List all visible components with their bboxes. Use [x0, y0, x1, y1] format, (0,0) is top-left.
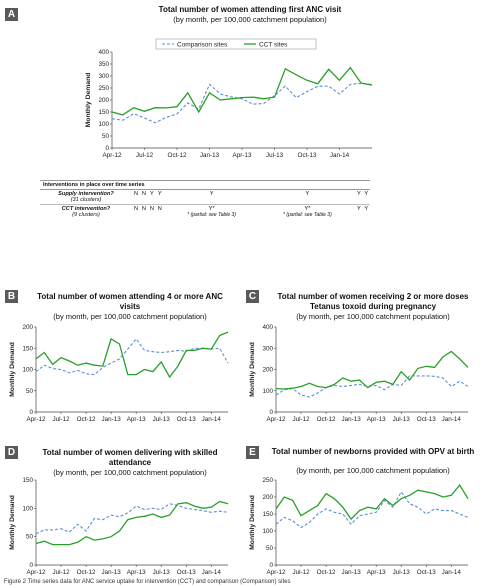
- y-tick-label: 100: [262, 528, 273, 535]
- chart-d-subtitle: (by month, per 100,000 catchment population): [53, 468, 207, 477]
- x-tick-label: Jan-14: [441, 569, 461, 576]
- x-tick-label: Jul-13: [265, 152, 284, 159]
- x-tick-label: Apr-12: [26, 416, 46, 423]
- x-tick-label: Apr-12: [266, 416, 286, 423]
- cct-series-line: [36, 332, 228, 377]
- figure-caption: Figure 2 Time series data for ANC service uptake for intervention (CCT) and comparison (Comparison) sites: [4, 579, 291, 585]
- x-tick-label: Jul-12: [292, 416, 310, 423]
- supply-sub: (31 clusters): [70, 197, 102, 203]
- x-tick-label: Oct-12: [76, 416, 96, 423]
- x-tick-label: Jan-14: [201, 569, 221, 576]
- cct-value: Y*: [304, 206, 311, 212]
- x-tick-label: Jul-12: [292, 569, 310, 576]
- x-tick-label: Oct-13: [176, 569, 196, 576]
- y-tick-label: 300: [262, 345, 273, 353]
- x-tick-label: Jul-13: [392, 569, 410, 576]
- y-tick-label: 100: [98, 121, 109, 128]
- chart-c-title: Total number of women receiving 2 or more doses Tetanus toxoid during pregnancy: [277, 292, 469, 311]
- chart-a-title: Total number of women attending first ANC visit: [158, 5, 342, 14]
- chart-e-title: Total number of newborns provided with OPV at birth: [271, 447, 475, 456]
- chart-d: [0, 475, 240, 579]
- x-tick-label: Apr-13: [126, 416, 146, 423]
- comparison-series-line: [36, 339, 228, 375]
- x-tick-label: Jul-13: [152, 569, 170, 576]
- x-tick-label: Jul-12: [52, 569, 70, 576]
- x-tick-label: Oct-13: [416, 569, 436, 576]
- supply-label: Supply intervention?: [58, 191, 114, 197]
- supply-cell: Y: [363, 190, 370, 205]
- x-tick-label: Jul-12: [52, 416, 70, 423]
- chart-b-subtitle: (by month, per 100,000 catchment population): [53, 312, 207, 321]
- y-tick-label: 400: [98, 49, 109, 56]
- chart-d-title: Total number of women delivering with skilled attendance: [42, 448, 218, 467]
- y-tick-label: 50: [25, 387, 33, 395]
- y-tick-label: 50: [265, 545, 273, 552]
- cct-cell: N: [133, 206, 138, 212]
- supply-cell: Y: [164, 190, 260, 205]
- cct-cell: N: [157, 206, 162, 212]
- panel-c-letter: C: [246, 290, 259, 303]
- y-axis-title: Monthly Demand: [9, 342, 16, 397]
- x-tick-label: Oct-13: [176, 416, 196, 423]
- cct-cell: N: [149, 206, 154, 212]
- cct-cell: Y: [357, 206, 361, 212]
- chart-b: [0, 320, 240, 436]
- x-tick-label: Jan-14: [201, 416, 221, 423]
- chart-e-subtitle: (by month, per 100,000 catchment population): [296, 466, 450, 475]
- supply-cell: Y: [148, 190, 156, 205]
- legend-cct-label: CCT sites: [259, 41, 288, 49]
- x-tick-label: Jul-13: [392, 416, 410, 423]
- y-tick-label: 100: [22, 366, 33, 374]
- y-tick-label: 0: [105, 145, 109, 152]
- supply-cell: Y: [355, 190, 362, 205]
- panel-a-letter: A: [5, 8, 18, 21]
- cct-series-line: [36, 502, 228, 545]
- chart-a-subtitle: (by month, per 100,000 catchment population): [173, 15, 327, 24]
- comparison-series-line: [112, 83, 372, 123]
- y-tick-label: 50: [25, 533, 33, 541]
- x-tick-label: Apr-12: [102, 152, 122, 159]
- x-tick-label: Apr-12: [266, 569, 286, 576]
- x-tick-label: Oct-13: [416, 416, 436, 423]
- cct-cell: Y: [364, 206, 369, 212]
- y-tick-label: 0: [269, 409, 273, 416]
- x-tick-label: Oct-12: [76, 569, 96, 576]
- y-tick-label: 0: [29, 409, 33, 416]
- x-tick-label: Oct-12: [316, 569, 336, 576]
- chart-c-subtitle: (by month, per 100,000 catchment population): [296, 312, 450, 321]
- y-tick-label: 200: [262, 366, 273, 374]
- supply-cell: N: [140, 190, 148, 205]
- y-axis-title: Monthly Demand: [85, 72, 92, 128]
- y-tick-label: 350: [98, 61, 109, 68]
- supply-row-label: [40, 190, 132, 205]
- cct-note: * (partial: see Table 3): [187, 212, 236, 218]
- cct-series-line: [276, 351, 468, 389]
- comparison-series-line: [276, 376, 468, 397]
- x-tick-label: Jan-13: [199, 152, 220, 159]
- y-tick-label: 200: [262, 494, 273, 501]
- x-tick-label: Jan-14: [329, 152, 350, 159]
- x-tick-label: Jan-13: [101, 569, 121, 576]
- comparison-series-line: [276, 492, 468, 528]
- x-tick-label: Jul-13: [152, 416, 170, 423]
- panel-e-letter: E: [246, 446, 259, 459]
- supply-cell: N: [132, 190, 140, 205]
- x-tick-label: Apr-12: [26, 569, 46, 576]
- y-tick-label: 250: [262, 477, 273, 484]
- y-tick-label: 0: [269, 562, 273, 569]
- cct-series-line: [112, 68, 372, 115]
- x-tick-label: Jan-14: [441, 416, 461, 423]
- interventions-table: [40, 180, 370, 219]
- supply-cell: Y: [156, 190, 164, 205]
- y-tick-label: 150: [262, 511, 273, 518]
- cct-cell: [260, 205, 356, 220]
- x-tick-label: Jan-13: [341, 416, 361, 423]
- y-tick-label: 150: [22, 477, 33, 484]
- y-axis-title: Monthly Demand: [249, 495, 256, 550]
- y-axis-title: Monthly Demand: [9, 495, 16, 550]
- chart-b-title: Total number of women attending 4 or more ANC visits: [37, 292, 223, 311]
- cct-label: CCT intervention?: [61, 206, 111, 212]
- chart-c: [240, 320, 480, 436]
- y-tick-label: 0: [29, 562, 33, 569]
- cct-value: Y*: [208, 206, 215, 212]
- x-tick-label: Oct-12: [316, 416, 336, 423]
- chart-a: [0, 25, 480, 185]
- legend-comparison-label: Comparison sites: [177, 41, 228, 49]
- cct-sub: (9 clusters): [72, 212, 100, 218]
- x-tick-label: Oct-12: [167, 152, 187, 159]
- y-tick-label: 100: [22, 505, 33, 513]
- x-tick-label: Oct-13: [297, 152, 317, 159]
- x-tick-label: Apr-13: [366, 569, 386, 576]
- cct-row-label: [40, 205, 132, 220]
- y-tick-label: 100: [262, 387, 273, 395]
- cct-series-line: [276, 485, 468, 519]
- y-tick-label: 150: [22, 345, 33, 353]
- y-tick-label: 200: [98, 97, 109, 104]
- y-tick-label: 400: [262, 324, 273, 331]
- cct-cell: [164, 205, 260, 220]
- y-tick-label: 150: [98, 109, 109, 116]
- y-tick-label: 50: [101, 133, 109, 140]
- x-tick-label: Apr-13: [366, 416, 386, 423]
- y-axis-title: Monthly Demand: [249, 342, 256, 397]
- panel-b-letter: B: [5, 290, 18, 303]
- y-tick-label: 200: [22, 324, 33, 331]
- supply-cell: Y: [260, 190, 356, 205]
- chart-e: [240, 475, 480, 579]
- x-tick-label: Jul-12: [135, 152, 154, 159]
- x-tick-label: Jan-13: [341, 569, 361, 576]
- cct-cell: N: [141, 206, 146, 212]
- x-tick-label: Jan-13: [101, 416, 121, 423]
- x-tick-label: Apr-13: [232, 152, 252, 159]
- y-tick-label: 300: [98, 73, 109, 80]
- x-tick-label: Apr-13: [126, 569, 146, 576]
- y-tick-label: 250: [98, 85, 109, 92]
- cct-note: * (partial: see Table 3): [283, 212, 332, 218]
- interventions-heading: Interventions in place over time series: [40, 181, 370, 190]
- panel-d-letter: D: [5, 446, 18, 459]
